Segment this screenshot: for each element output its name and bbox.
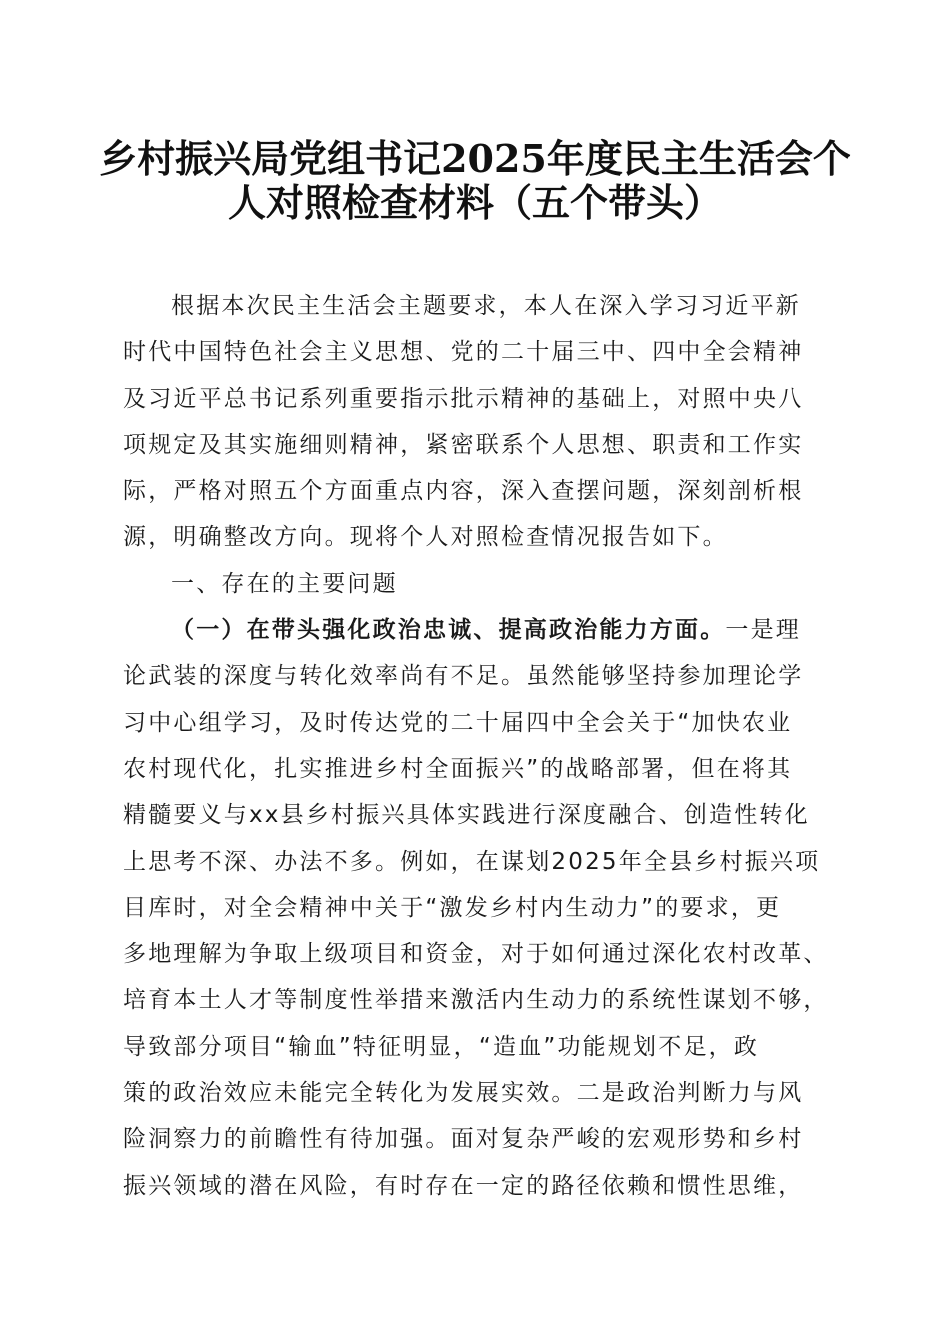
- document-title: [95, 137, 855, 225]
- paragraph-line: 上思考不深、办法不多。例如，在谋划2025年全县乡村振兴项: [123, 848, 821, 875]
- paragraph-fragment: 一是理: [725, 617, 802, 644]
- section-heading: 一、存在的主要问题: [171, 570, 398, 597]
- paragraph-line: 习中心组学习，及时传达党的二十届四中全会关于“加快农业: [123, 709, 793, 736]
- paragraph-line: 时代中国特色社会主义思想、党的二十届三中、四中全会精神: [123, 339, 804, 366]
- paragraph-line: 际，严格对照五个方面重点内容，深入查摆问题，深刻剖析根: [123, 478, 804, 505]
- paragraph-line: 导致部分项目“输血”特征明显，“造血”功能规划不足，政: [123, 1033, 760, 1060]
- paragraph-line: 及习近平总书记系列重要指示批示精神的基础上，对照中央八: [123, 385, 804, 412]
- paragraph-line: 培育本土人才等制度性举措来激活内生动力的系统性谋划不够，: [123, 987, 829, 1014]
- paragraph-line: 论武装的深度与转化效率尚有不足。虽然能够坚持参加理论学: [123, 663, 804, 690]
- paragraph-line: 项规定及其实施细则精神，紧密联系个人思想、职责和工作实: [123, 431, 804, 458]
- paragraph-line: 源，明确整改方向。现将个人对照检查情况报告如下。: [123, 524, 728, 551]
- paragraph-line: 根据本次民主生活会主题要求，本人在深入学习习近平新: [171, 293, 801, 319]
- document-body: [123, 283, 829, 1209]
- paragraph-line: 农村现代化，扎实推进乡村全面振兴”的战略部署，但在将其: [123, 755, 793, 782]
- title-line-2: 人对照检查材料（五个带头）: [227, 180, 722, 225]
- paragraph-line: 精髓要义与xx县乡村振兴具体实践进行深度融合、创造性转化: [123, 802, 810, 829]
- subsection-line: [123, 607, 829, 653]
- title-line-1: 乡村振兴局党组书记2025年度民主生活会个: [99, 136, 851, 181]
- paragraph-line: 险洞察力的前瞻性有待加强。面对复杂严峻的宏观形势和乡村: [123, 1126, 804, 1153]
- subsection-heading: （一）在带头强化政治忠诚、提高政治能力方面。: [171, 617, 726, 644]
- paragraph-line: 多地理解为争取上级项目和资金，对于如何通过深化农村改革、: [123, 941, 829, 968]
- paragraph-line: 策的政治效应未能完全转化为发展实效。二是政治判断力与风: [123, 1080, 804, 1107]
- paragraph-line: 目库时，对全会精神中关于“激发乡村内生动力”的要求，更: [123, 894, 782, 921]
- paragraph-line: 振兴领域的潜在风险，有时存在一定的路径依赖和惯性思维，: [123, 1172, 804, 1199]
